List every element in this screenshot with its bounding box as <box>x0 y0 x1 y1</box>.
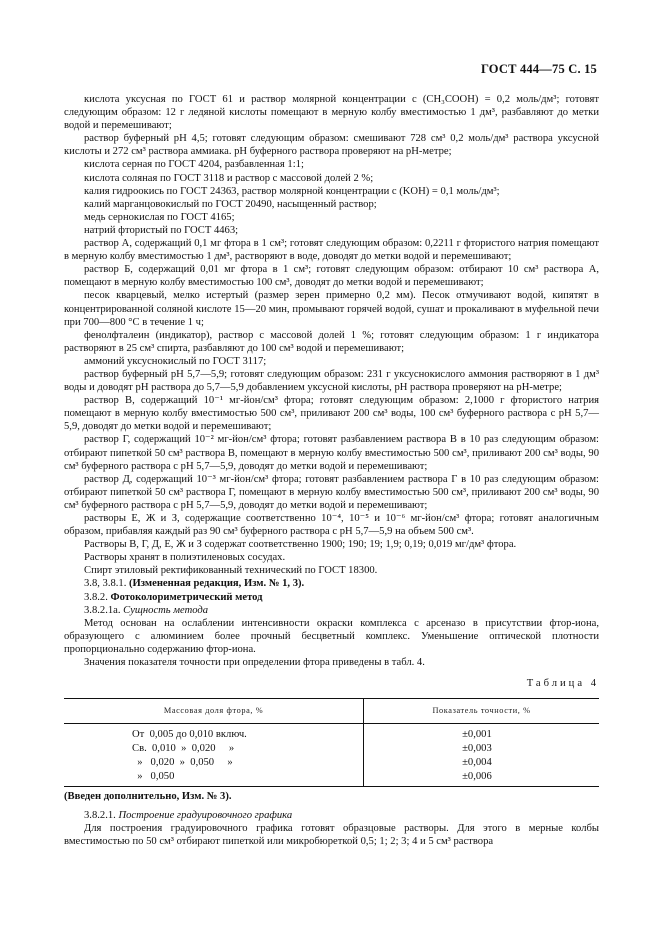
table-row <box>64 727 599 741</box>
subsection-heading: 3.8.2.1. Построение градуировочного графика <box>84 809 293 821</box>
paragraph: песок кварцевый, мелко истертый (размер зерен примерно 0,2 мм). Песок отмучивают водой, кипятят в концентрированной соляной кислоте 15—20 мин, промывают горячей водой, сушат и прокаливают в муфельной печи при 700—800 °С в течение 1 ч; <box>64 290 599 328</box>
table-cell-range: » 0,020 » 0,050 » <box>64 755 364 769</box>
table-cell-range: От 0,005 до 0,010 включ. <box>64 727 364 741</box>
paragraph: аммоний уксуснокислый по ГОСТ 3117; <box>84 355 267 367</box>
calibration-paragraph: Для построения градуировочного графика готовят образцовые растворы. Для этого в мерные колбы вместимостью по 50 см³ отбирают пипеткой или микробюреткой 0,5; 1; 2; 3; 4 и 5 см³ раствора <box>64 822 599 847</box>
paragraph: кислота соляная по ГОСТ 3118 и раствор с массовой долей 2 %; <box>84 172 374 184</box>
accuracy-paragraph: Значения показателя точности при определении фтора приведены в табл. 4. <box>84 657 425 669</box>
paragraph: калия гидроокись по ГОСТ 24363, раствор молярной концентрации c (KOH) = 0,1 моль/дм³; <box>84 185 500 197</box>
paragraph: фенолфталеин (индикатор), раствор с массовой долей 1 %; готовят следующим образом: 1 г индикатора растворяют в 25 см³ спирта, разбавляют до 100 см³ водой и перемешивают; <box>64 329 599 354</box>
method-paragraph: Метод основан на ослаблении интенсивности окраски комплекса с арсеназо в присутствии фтор-иона, образующего с алюминием более прочный бесцветный комплекс. Уменьшение оптической плотности пропорционально содержанию фтор-иона. <box>64 617 599 655</box>
paragraph: Растворы В, Г, Д, Е, Ж и З содержат соответственно 1900; 190; 19; 1,9; 0,19; 0,019 мг/дм³ фтора. <box>84 539 517 551</box>
subsection-heading: 3.8.2.1а. Сущность метода <box>84 604 209 616</box>
amendment-note-3: (Введен дополнительно, Изм. № 3). <box>64 790 232 802</box>
paragraph: раствор Б, содержащий 0,01 мг фтора в 1 см³; готовят следующим образом: отбирают 10 см³ раствора А, помещают в мерную колбу вместимостью 100 см³, доводят до метки водой и перемешивают; <box>64 264 599 289</box>
table-cell-range: » 0,050 <box>64 769 364 786</box>
paragraph: Спирт этиловый ректификованный технический по ГОСТ 18300. <box>84 565 378 577</box>
paragraph: растворы Е, Ж и З, содержащие соответственно 10⁻⁴, 10⁻⁵ и 10⁻⁶ мг-йон/см³ фтора; готовят аналогичным образом, прибавляя каждый раз 90 см³ буферного раствора с pH 5,7—5,9 на объем 500 см³. <box>64 513 599 538</box>
accuracy-table <box>64 698 599 786</box>
section-heading: 3.8.2. Фотоколориметрический метод <box>84 591 263 603</box>
page-header: ГОСТ 444—75 С. 15 <box>480 62 597 76</box>
paragraph: раствор Г, содержащий 10⁻² мг-йон/см³ фтора; готовят разбавлением раствора В в 10 раз следующим образом: отбирают пипеткой 50 см³ раствора В, помещают в мерную колбу вместимостью 500 см³, приливают 200 см³ воды, 90 см³ буферного раствора с pH 5,7—5,9, доводят до метки водой и перемешивают; <box>64 434 599 472</box>
table-cell-accuracy: ±0,003 <box>462 743 492 755</box>
amendment-note: 3.8, 3.8.1. (Измененная редакция, Изм. № 1, 3). <box>84 578 305 590</box>
paragraph: Растворы хранят в полиэтиленовых сосудах. <box>84 552 286 564</box>
paragraph: раствор буферный pH 5,7—5,9; готовят следующим образом: 231 г уксуснокислого аммония растворяют в 1 дм³ воды и доводят pH раствора до 5,7—5,9 добавлением уксусной кислоты, pH раствора проверяют на pH-метре; <box>64 368 599 394</box>
table-cell-range: Св. 0,010 » 0,020 » <box>64 741 364 755</box>
table-cell-accuracy: ±0,004 <box>462 756 492 768</box>
paragraph: калий марганцовокислый по ГОСТ 20490, насыщенный раствор; <box>84 198 377 210</box>
table-caption: Таблица 4 <box>526 678 599 690</box>
table-cell-accuracy: ±0,006 <box>364 769 599 786</box>
paragraph: кислота серная по ГОСТ 4204, разбавленная 1:1; <box>84 159 304 171</box>
table-header-fluorine: Массовая доля фтора, % <box>64 699 364 724</box>
table-cell-accuracy: ±0,001 <box>462 729 492 741</box>
table-header-accuracy: Показатель точности, % <box>364 699 599 724</box>
paragraph: раствор Д, содержащий 10⁻³ мг-йон/см³ фтора; готовят разбавлением раствора Г в 10 раз следующим образом: отбирают пипеткой 50 см³ раствора Г, помещают в мерную колбу вместимостью 500 см³, приливают 200 см³ воды, 90 см³ буферного раствора с pH 5,7—5,9, доводят до метки водой и перемешивают; <box>64 473 599 511</box>
paragraph: кислота уксусная по ГОСТ 61 и раствор молярной концентрации c (CH₃COOH) = 0,2 моль/дм³; готовят следующим образом: 12 г ледяной кислоты помещают в мерную колбу вместимостью 1 дм³, разбавляют до метки водой и перемешивают; <box>64 94 599 132</box>
paragraph: раствор В, содержащий 10⁻¹ мг-йон/см³ фтора; готовят следующим образом: 2,1000 г фтористого натрия помещают в мерную колбу вместимостью 500 см³, приливают 200 см³ воды, 100 см³ буферного раствора с pH 5,7—5,9, доводят до метки водой и перемешивают; <box>64 395 599 433</box>
paragraph: раствор А, содержащий 0,1 мг фтора в 1 см³; готовят следующим образом: 0,2211 г фтористого натрия помещают в мерную колбу вместимостью 1 дм³, растворяют в воде, доводят до метки водой и перемешивают; <box>64 238 599 263</box>
document-body <box>64 93 599 848</box>
table-row <box>64 741 599 755</box>
paragraph: медь сернокислая по ГОСТ 4165; <box>84 211 235 223</box>
table-row <box>64 769 599 786</box>
paragraph: раствор буферный pH 4,5; готовят следующим образом: смешивают 728 см³ 0,2 моль/дм³ раствора уксусной кислоты и 272 см³ раствора аммиака. pH буферного раствора проверяют на pH-метре; <box>64 133 599 158</box>
paragraph: натрий фтористый по ГОСТ 4463; <box>84 224 239 236</box>
table-row <box>64 755 599 769</box>
